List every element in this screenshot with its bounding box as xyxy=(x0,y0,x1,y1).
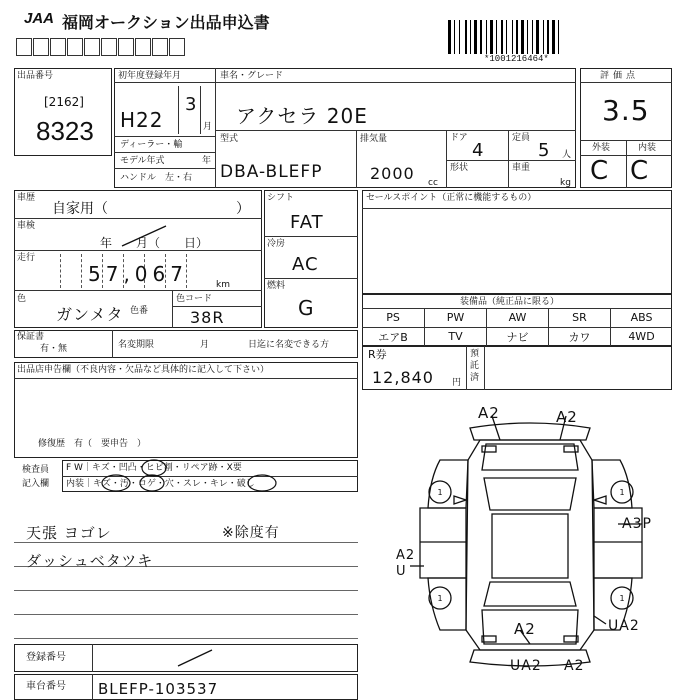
equipment-item: 4WD xyxy=(610,327,672,346)
equipment-item: ナビ xyxy=(486,327,548,346)
barcode-bar xyxy=(501,20,503,54)
equipment-item: PS xyxy=(386,311,400,324)
inspector-row-2: 内装｜キズ・汚・コゲ・穴・スレ・キレ・破し xyxy=(66,479,255,489)
mark-a2-rear: A2 xyxy=(514,620,536,638)
interior-grade: C xyxy=(630,156,650,186)
displacement-label: 排気量 xyxy=(360,134,388,144)
inspector-row-1: F W｜キズ・凹凸・ヒビ割・リペア跡・X要 xyxy=(66,463,242,473)
barcode-bar xyxy=(516,20,518,54)
exterior-label: 外装 xyxy=(592,143,611,153)
grade-label: 評価点 xyxy=(600,71,640,81)
fuel-value: G xyxy=(298,296,315,320)
usage-value: 自家用（ xyxy=(52,201,108,217)
code-box xyxy=(118,38,134,56)
transfer-note: 日迄に名変できる方 xyxy=(248,340,330,350)
wheel-mark-front-right: 1 xyxy=(619,488,625,497)
shift-value: FAT xyxy=(290,212,324,233)
chassis-number: BLEFP-103537 xyxy=(98,680,219,698)
inspector-label-2: 記入欄 xyxy=(22,479,50,489)
code-boxes xyxy=(16,38,188,58)
note-rule-line xyxy=(14,638,358,639)
model-type: DBA-BLEFP xyxy=(220,162,323,182)
barcode xyxy=(448,20,608,54)
note-line-1: 天張 ヨゴレ xyxy=(26,524,112,542)
lot-number: 8323 xyxy=(36,116,94,146)
equipment-item: AW xyxy=(486,308,548,327)
barcode-bar xyxy=(470,20,471,54)
barcode-bar xyxy=(543,20,544,54)
mileage-unit: km xyxy=(216,280,230,290)
barcode-bar xyxy=(486,20,487,54)
warranty-has: 有・無 xyxy=(40,344,68,354)
barcode-bar xyxy=(448,20,451,54)
report-label: 出品店申告欄（不良内容・欠品など具体的に記入して下さい） xyxy=(17,365,270,375)
repair-history-label: 修復歴 有（ 要申告 ） xyxy=(38,439,147,449)
code-box xyxy=(135,38,151,56)
equipment-item: PW xyxy=(424,308,486,327)
registration-strike-mark xyxy=(176,646,216,670)
displacement-value: 2000 xyxy=(370,164,415,183)
equipment-item: TV xyxy=(424,327,486,346)
capacity-unit: 人 xyxy=(562,150,572,160)
sales-point-label: セールスポイント（正常に機能するもの） xyxy=(366,193,537,203)
transfer-label: 名変期限 xyxy=(118,340,155,350)
handle-label: ハンドル 左・右 xyxy=(120,173,193,183)
barcode-bar xyxy=(536,20,539,54)
car-name: アクセラ 20E xyxy=(236,104,368,128)
mark-ua2-bottom: UA2 xyxy=(510,658,542,674)
wheel-mark-rear-left: 1 xyxy=(437,594,443,603)
shape-label: 形状 xyxy=(450,163,469,173)
equipment-grid xyxy=(362,308,672,346)
shift-label: シフト xyxy=(267,193,295,203)
mileage-cell xyxy=(186,254,206,288)
equipment-item: カワ xyxy=(548,327,610,346)
code-box xyxy=(16,38,32,56)
barcode-bar xyxy=(552,20,555,54)
equipment-item: SR xyxy=(548,308,610,327)
barcode-bar xyxy=(454,20,455,54)
inspector-label-1: 検査員 xyxy=(22,465,50,475)
barcode-bar xyxy=(490,20,493,54)
grade-score: 3.5 xyxy=(602,94,650,127)
color-code-label: 色コード xyxy=(176,294,213,304)
mark-a2-top-right: A2 xyxy=(556,408,578,426)
capacity-value: 5 xyxy=(538,140,551,161)
barcode-bar xyxy=(506,20,507,54)
mark-ua2-right: UA2 xyxy=(608,618,640,634)
mark-a2u-left: A2 U xyxy=(396,548,416,579)
door-label: ドア xyxy=(450,133,468,143)
barcode-bar xyxy=(532,20,533,54)
note-rule-line xyxy=(14,590,358,591)
ac-value: AC xyxy=(292,254,319,275)
barcode-bar xyxy=(547,20,549,54)
recycle-value: 12,840 xyxy=(372,368,434,387)
code-box xyxy=(152,38,168,56)
note-line-2: ダッシュベタツキ xyxy=(26,552,154,570)
fuel-label: 燃料 xyxy=(267,281,286,291)
era-year: H22 xyxy=(120,108,164,132)
barcode-bar xyxy=(480,20,482,54)
inspection-label: 車検 xyxy=(17,221,36,231)
recycle-label: R券 xyxy=(368,348,387,361)
lot-number-label: 出品番号 xyxy=(17,71,54,81)
exterior-grade: C xyxy=(590,156,610,186)
color-label: 色 xyxy=(17,294,27,304)
wheel-mark-front-left: 1 xyxy=(437,488,443,497)
month-unit: 月 xyxy=(203,122,213,132)
equipment-label: 装備品（純正品に限る） xyxy=(460,297,560,307)
note-rule-line xyxy=(14,614,358,615)
color-value: ガンメタ xyxy=(56,305,124,324)
usage-label: 車歴 xyxy=(17,193,36,203)
mark-a2-bottom: A2 xyxy=(564,658,585,674)
barcode-bar xyxy=(512,20,513,54)
first-registration-label: 初年度登録年月 xyxy=(118,71,182,81)
barcode-bar xyxy=(465,20,467,54)
barcode-text: *1001216464* xyxy=(484,54,549,64)
barcode-bar xyxy=(521,20,524,54)
barcode-bar xyxy=(474,20,477,54)
code-box xyxy=(84,38,100,56)
dealer-label: ディーラー・輸 xyxy=(120,140,183,150)
car-name-label: 車名・グレード xyxy=(220,71,284,81)
code-box xyxy=(33,38,49,56)
barcode-bar xyxy=(527,20,528,54)
recycle-unit: 円 xyxy=(452,378,462,388)
inspector-circles xyxy=(60,456,360,496)
registration-month: 3 xyxy=(185,94,198,115)
note-line-1b: ※除度有 xyxy=(222,525,280,541)
code-box xyxy=(101,38,117,56)
lot-ref-number: [2162] xyxy=(44,95,84,109)
mark-a2-top-left: A2 xyxy=(478,404,500,422)
code-box xyxy=(169,38,185,56)
chassis-number-label: 車台番号 xyxy=(26,681,66,692)
registration-number-label: 登録番号 xyxy=(26,652,66,663)
form-title: 福岡オークション出品申込書 xyxy=(62,13,270,32)
weight-unit: kg xyxy=(560,178,571,188)
door-count: 4 xyxy=(472,140,485,161)
color-number-label: 色番 xyxy=(130,306,149,316)
capacity-label: 定員 xyxy=(512,133,531,143)
equipment-item: ABS xyxy=(610,308,672,327)
warranty-label: 保証書 xyxy=(17,332,45,342)
inspection-strike-mark xyxy=(120,222,170,250)
ac-label: 冷房 xyxy=(267,239,286,249)
model-year-unit: 年 xyxy=(202,156,212,166)
header-logo: JAA xyxy=(24,10,55,27)
type-label: 型式 xyxy=(220,134,239,144)
mileage-cell xyxy=(60,254,80,288)
barcode-bar xyxy=(558,20,559,54)
color-code: 38R xyxy=(190,308,225,327)
recycle-deposited-label: 預託済 xyxy=(470,349,480,383)
inspection-date: 年 月（ 日） xyxy=(100,236,209,250)
barcode-bar xyxy=(496,20,497,54)
mark-a3p-right: A3P xyxy=(622,516,652,532)
wheel-mark-rear-right: 1 xyxy=(619,594,625,603)
sales-point-block xyxy=(362,190,672,294)
interior-label: 内装 xyxy=(638,143,657,153)
model-year-label: モデル年式 xyxy=(120,156,165,166)
displacement-unit: cc xyxy=(428,178,438,188)
code-box xyxy=(67,38,83,56)
mileage-value: 57,067 xyxy=(88,262,188,286)
usage-close: ） xyxy=(236,201,250,217)
code-box xyxy=(50,38,66,56)
mileage-label: 走行 xyxy=(17,253,36,263)
transfer-month: 月 xyxy=(200,340,210,350)
equipment-item: エアB xyxy=(378,330,408,344)
weight-label: 車重 xyxy=(512,163,531,173)
barcode-bar xyxy=(459,20,460,54)
